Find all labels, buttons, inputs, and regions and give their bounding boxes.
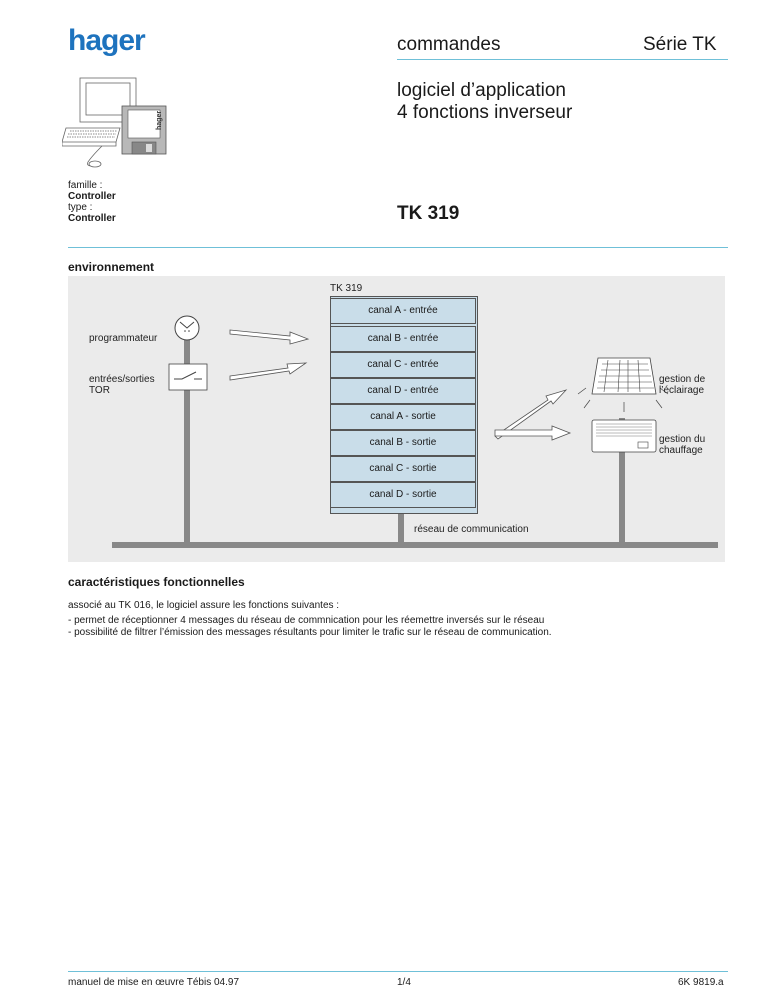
footer-manual: manuel de mise en œuvre Tébis 04.97 [68,977,240,988]
characteristics-item: - possibilité de filtrer l’émission des messages résultants pour limiter le trafic sur le réseau de communication. [68,627,552,638]
heating-label-line-1: gestion du [659,434,706,445]
floppy-label: hager [156,110,163,130]
subtitle-line-2: 4 fonctions inverseur [397,102,573,123]
footer-reference: 6K 9819.a [678,977,724,988]
device-label: TK 319 [330,283,363,294]
programmer-label: programmateur [89,333,158,344]
model-number: TK 319 [397,203,460,224]
programmer-clock-icon [175,316,199,340]
header-rule [397,59,728,60]
document-subtitle [397,80,572,124]
network-label: réseau de communication [414,524,529,535]
footer-rule [68,971,728,972]
characteristics-item: - permet de réceptionner 4 messages du réseau de commnication pour les réemettre inversés sur le réseau [68,615,545,626]
section-rule [68,247,728,248]
heater-icon [592,420,656,452]
footer-page-number: 1/4 [397,977,411,988]
lighting-label-line-2: l’éclairage [659,385,705,396]
subtitle-line-1: logiciel d’application [397,80,566,101]
channel-d-input: canal D - entrée [330,378,476,404]
lighting-label-line-1: gestion de [659,374,706,385]
heating-label-line-2: chauffage [659,445,703,456]
type-label: type : [68,202,93,213]
type-value: Controller [68,213,116,224]
lighting-panel-icon [578,358,668,412]
lighting-label [659,374,705,396]
heating-label [659,434,705,456]
environment-heading: environnement [68,260,155,274]
characteristics-body [68,600,728,639]
document-category: commandes [397,34,501,55]
series-label: Série TK [643,34,717,55]
family-info [68,180,116,224]
channel-c-output: canal C - sortie [330,456,476,482]
channel-c-input: canal C - entrée [330,352,476,378]
io-label-line-2: TOR [89,385,110,396]
channel-a-input: canal A - entrée [330,298,476,324]
io-label [89,374,155,396]
computer-floppy-illustration [62,76,172,168]
channel-d-output: canal D - sortie [330,482,476,508]
hager-logo: hager [68,24,145,57]
characteristics-intro: associé au TK 016, le logiciel assure les fonctions suivantes : [68,600,340,611]
io-label-line-1: entrées/sorties [89,374,155,385]
family-label: famille : [68,180,103,191]
floppy-icon [122,106,166,154]
environment-diagram [68,276,725,562]
channel-b-input: canal B - entrée [330,326,476,352]
channel-a-output: canal A - sortie [330,404,476,430]
channel-b-output: canal B - sortie [330,430,476,456]
switch-icon [169,364,207,390]
family-value: Controller [68,191,116,202]
characteristics-heading: caractéristiques fonctionnelles [68,575,245,589]
